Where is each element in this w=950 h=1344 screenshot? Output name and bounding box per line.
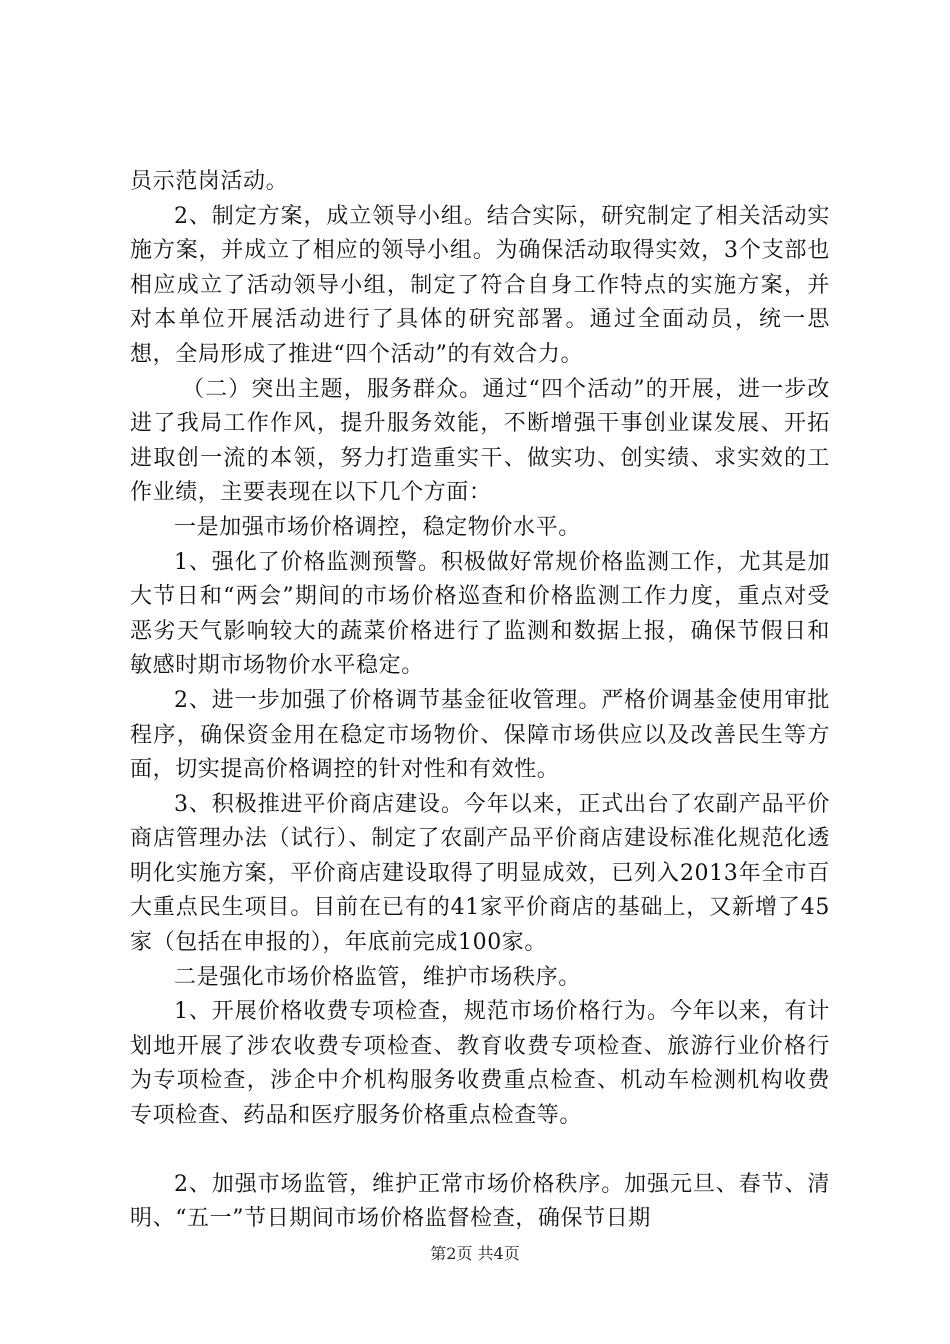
paragraph-point-two-heading: 二是强化市场价格监管，维护市场秩序。 [174,964,581,990]
paragraph-special-inspections: 1、开展价格收费专项检查，规范市场价格行为。今年以来，有计划地开展了涉农收费专项检查、教育收费专项检查、旅游行业价格行为专项检查，涉企中介机构服务收费重点检查、机动车检测机构收费专项检查、药品和医疗服务价格重点检查等。 [130,999,830,1129]
paragraph-price-fund: 2、进一步加强了价格调节基金征收管理。严格价调基金使用审批程序，确保资金用在稳定市场物价、保障市场供应以及改善民生等方面，切实提高价格调控的针对性和有效性。 [130,687,830,783]
paragraph-section-two-heading: （二）突出主题，服务群众。通过“四个活动”的开展，进一步改进了我局工作作风，提升服务效能，不断增强干事创业谋发展、开拓进取创一流的本领，努力打造重实干、做实功、创实绩、求实效的工作业绩，主要表现在以下几个方面： [130,376,830,506]
document-body [130,165,830,1237]
paragraph-continuation: 员示范岗活动。 [130,169,289,194]
page-number-footer: 第2页 共4页 [430,1244,520,1263]
paragraph-plan-leadership: 2、制定方案，成立领导小组。结合实际，研究制定了相关活动实施方案，并成立了相应的领导小组。为确保活动取得实效，3个支部也相应成立了活动领导小组，制定了符合自身工作特点的实施方案，并对本单位开展活动进行了具体的研究部署。通过全面动员，统一思想，全局形成了推进“四个活动”的有效合力。 [130,203,830,367]
paragraph-market-supervision: 2、加强市场监管，维护正常市场价格秩序。加强元旦、春节、清明、“五一”节日期间市场价格监督检查，确保节日期 [130,1171,830,1232]
paragraph-point-one-heading: 一是加强市场价格调控，稳定物价水平。 [174,514,581,540]
paragraph-price-monitoring: 1、强化了价格监测预警。积极做好常规价格监测工作，尤其是加大节日和“两会”期间的市场价格巡查和价格监测工作力度，重点对受恶劣天气影响较大的蔬菜价格进行了监测和数据上报，确保节假日和敏感时期市场物价水平稳定。 [130,549,830,679]
paragraph-affordable-stores: 3、积极推进平价商店建设。今年以来，正式出台了农副产品平价商店管理办法（试行）、制定了农副产品平价商店建设标准化规范化透明化实施方案，平价商店建设取得了明显成效，已列入2013年全市百大重点民生项目。目前在已有的41家平价商店的基础上，又新增了45家（包括在申报的），年底前完成100家。 [130,791,830,956]
